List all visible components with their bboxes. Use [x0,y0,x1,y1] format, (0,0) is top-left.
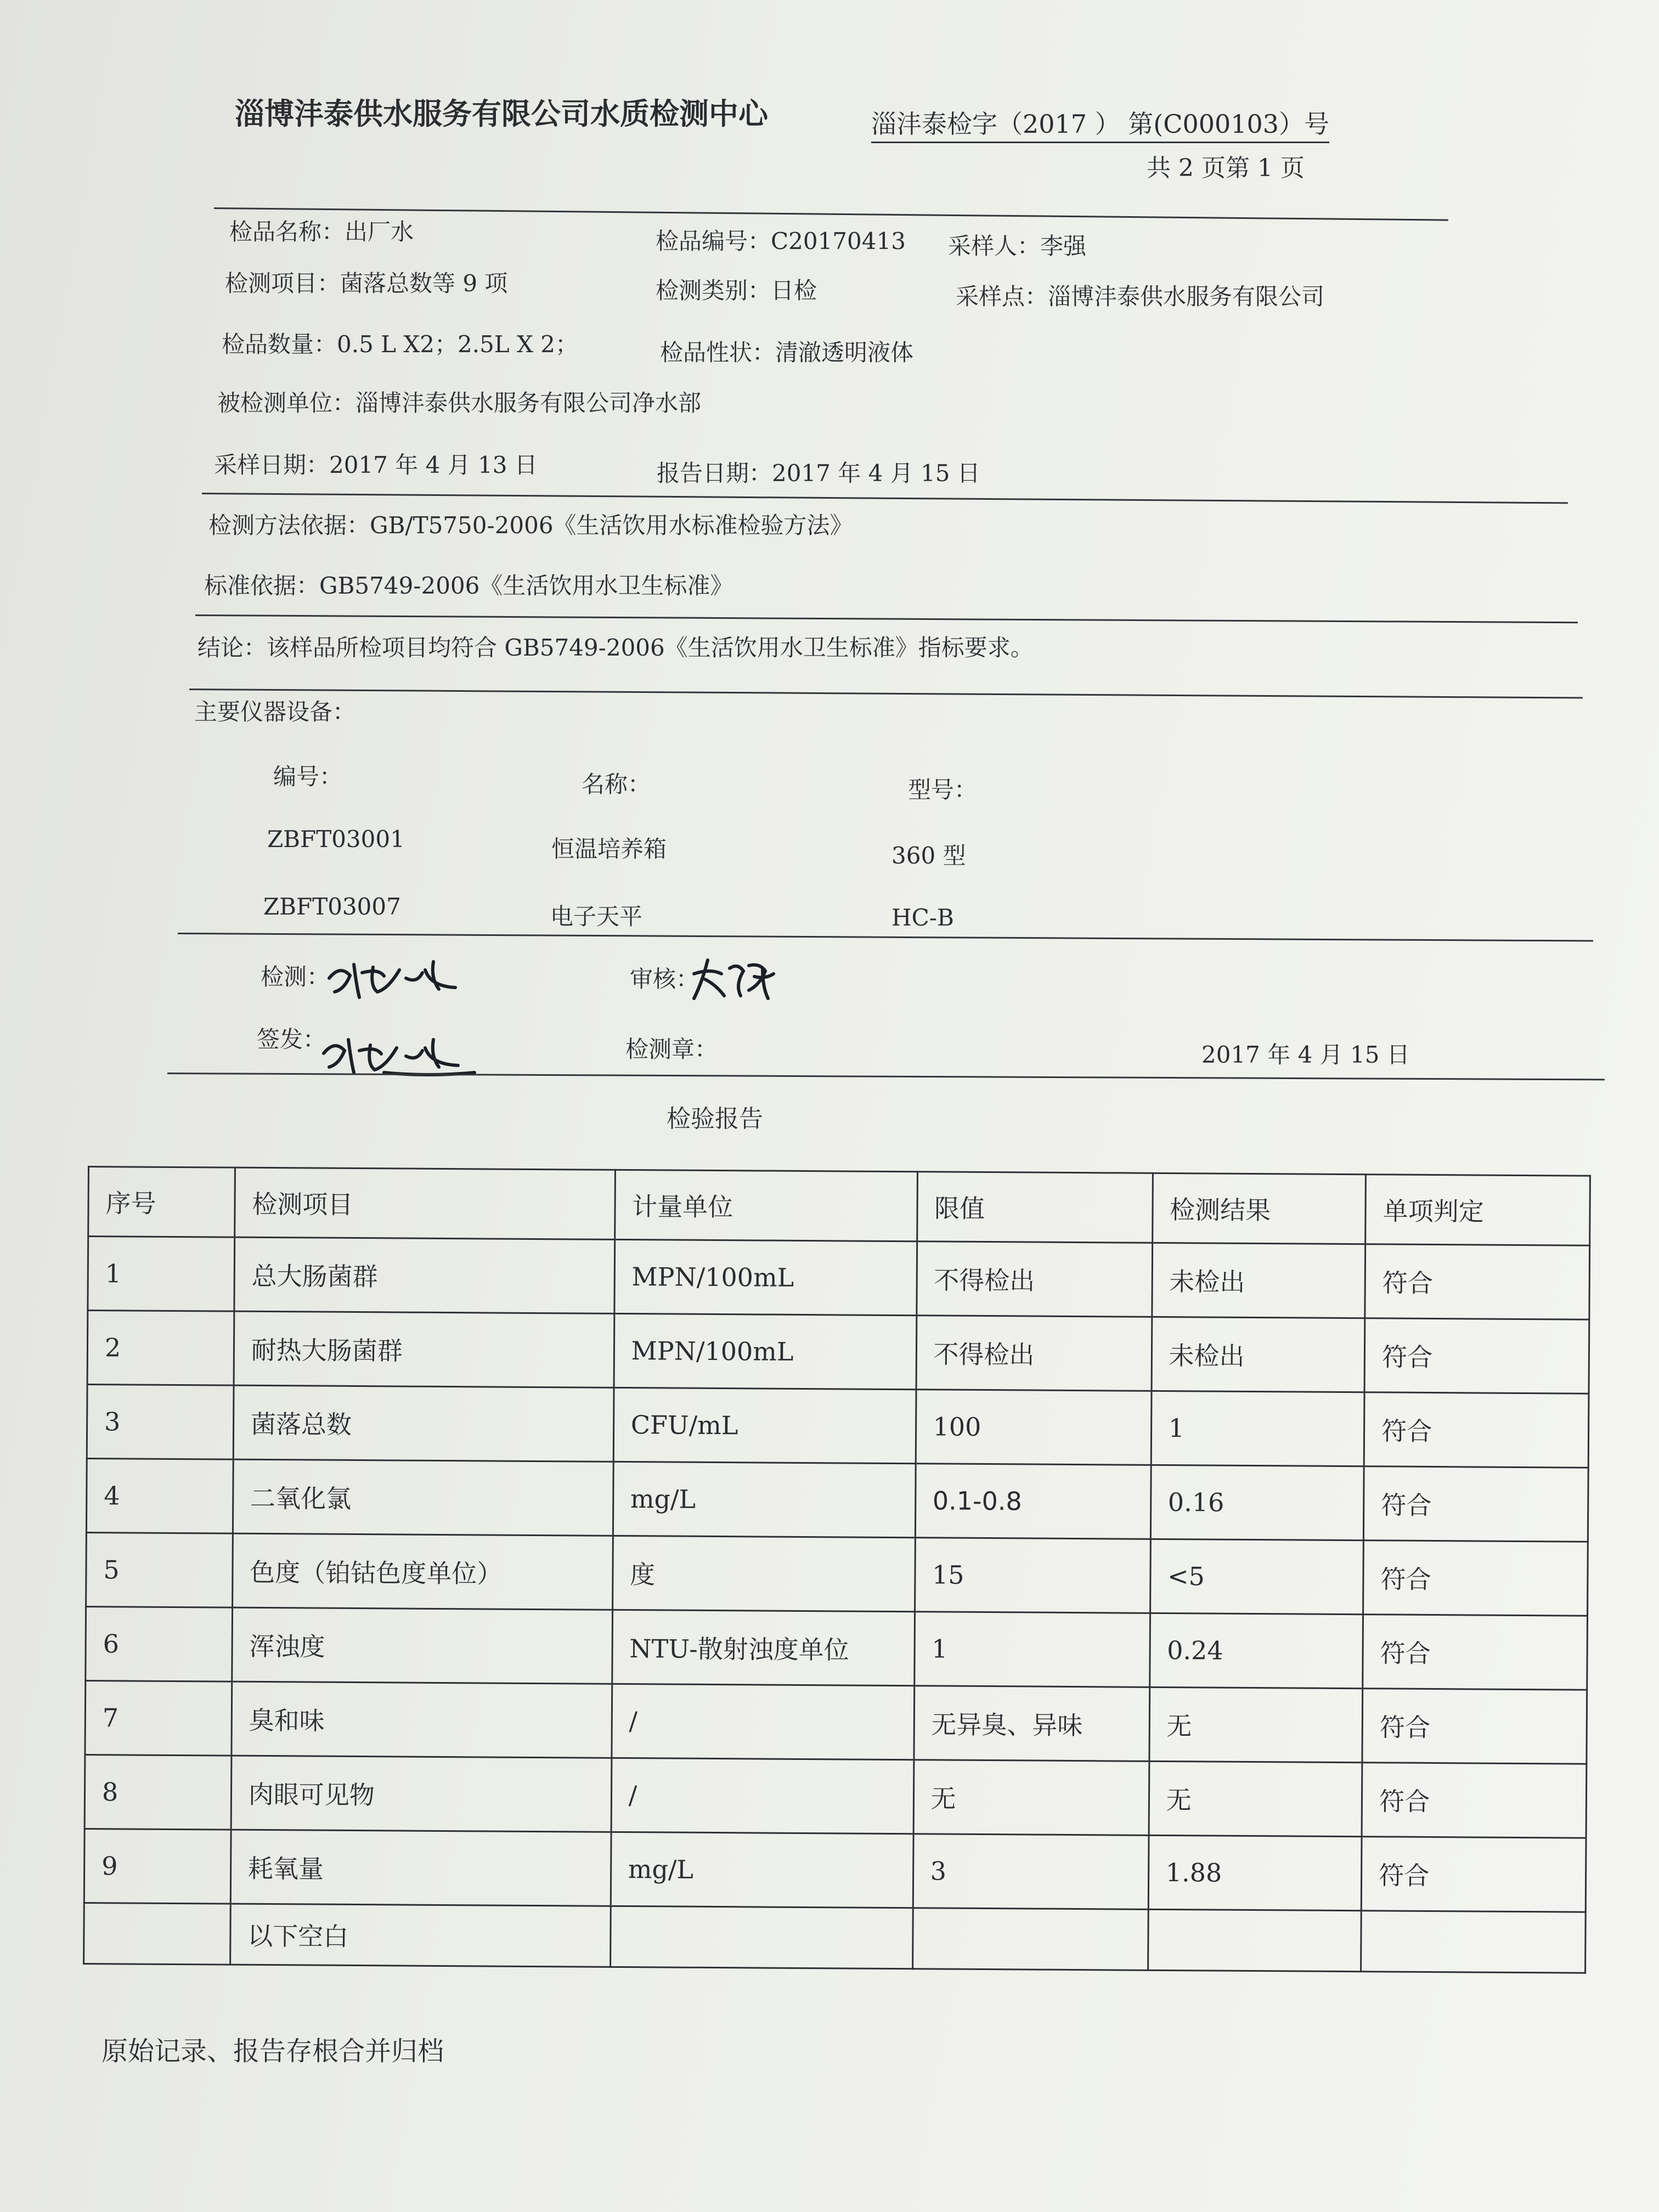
test-standard: 标准依据：GB5749-2006《生活饮用水卫生标准》 [204,572,733,599]
sample-location: 采样点：淄博沣泰供水服务有限公司 [956,283,1325,310]
table-row [84,1829,1586,1912]
cell-result: 0.16 [1150,1465,1364,1540]
cell-verdict: 符合 [1363,1541,1588,1616]
stamp-label: 检测章： [625,1036,718,1063]
cell-index: 2 [87,1311,234,1386]
cell-result: 无 [1149,1687,1363,1762]
tester-signature [324,948,466,1008]
table-row [86,1532,1588,1616]
header-cell: 检测项目 [235,1167,616,1239]
header-cell: 序号 [88,1167,235,1238]
cell-verdict: 符合 [1362,1763,1587,1838]
cell-empty [1148,1909,1361,1971]
cell-verdict: 符合 [1364,1392,1589,1468]
table-header-row [88,1167,1590,1246]
cell-result: 未检出 [1152,1317,1365,1392]
tested-unit: 被检测单位：淄博沣泰供水服务有限公司净水部 [217,390,702,416]
cell-item: 耐热大肠菌群 [234,1311,614,1387]
equipment-row-model: HC-B [891,904,954,931]
reviewer-signature [689,952,782,1007]
cell-limit: 0.1-0.8 [915,1464,1151,1539]
cell-result: 1 [1151,1391,1364,1466]
divider-2 [195,614,1578,623]
cell-index: 7 [85,1680,232,1756]
sample-date: 采样日期：2017 年 4 月 13 日 [214,452,538,478]
cell-index: 8 [84,1754,232,1830]
sample-code: 检品编号：C20170413 [656,228,906,255]
cell-index: 9 [84,1829,231,1904]
cell-item: 总大肠菌群 [234,1237,615,1313]
table-row [87,1385,1589,1468]
cell-unit: mg/L [611,1832,913,1908]
equipment-col-code: 编号： [273,763,343,790]
sample-quantity: 检品数量：0.5 L X2；2.5L X 2； [222,331,579,358]
cell-index: 5 [86,1532,233,1607]
cell-empty [84,1903,230,1965]
report-date: 报告日期：2017 年 4 月 15 日 [657,460,980,487]
cell-verdict: 符合 [1363,1615,1588,1690]
equipment-row-model: 360 型 [891,842,966,869]
cell-blank-note: 以下空白 [230,1904,611,1967]
cell-item: 肉眼可见物 [231,1756,612,1832]
cell-verdict: 符合 [1362,1689,1587,1764]
cell-unit: mg/L [613,1462,916,1537]
cell-index: 4 [86,1458,233,1533]
cell-verdict: 符合 [1361,1837,1586,1912]
cell-unit: / [612,1684,915,1759]
cell-empty [912,1908,1148,1971]
cell-empty [1361,1911,1586,1973]
cell-empty [610,1906,913,1968]
table-row [85,1680,1587,1764]
cell-result: 未检出 [1152,1243,1365,1318]
cell-limit: 不得检出 [916,1242,1152,1317]
cell-limit: 无 [913,1760,1149,1836]
issuer-signature [318,1026,483,1081]
cell-unit: / [611,1758,914,1833]
cell-limit: 无异臭、异味 [913,1686,1149,1762]
cell-index: 6 [86,1606,233,1681]
cell-limit: 1 [914,1612,1150,1688]
cell-limit: 不得检出 [916,1316,1152,1391]
equipment-row-name: 电子天平 [550,903,643,930]
header-cell: 检测结果 [1152,1173,1365,1244]
org-title: 淄博沣泰供水服务有限公司水质检测中心 [235,97,768,131]
page-count: 共 2 页第 1 页 [1147,154,1305,182]
report-table [83,1166,1591,1974]
cell-verdict: 符合 [1364,1466,1589,1542]
cell-unit: CFU/mL [613,1387,916,1463]
cell-limit: 15 [915,1538,1150,1613]
cell-item: 耗氧量 [230,1830,611,1906]
cell-result: <5 [1150,1539,1363,1614]
divider-3 [189,689,1583,699]
footer-note: 原始记录、报告存根合并归档 [101,2036,444,2067]
equipment-col-model: 型号： [908,776,978,803]
divider-1 [202,493,1568,504]
table-row [87,1311,1589,1394]
cell-item: 臭和味 [232,1681,612,1758]
cell-limit: 100 [916,1390,1152,1465]
tester-label: 检测： [261,963,330,990]
equipment-heading: 主要仪器设备： [194,698,356,725]
sample-name: 检品名称：出厂水 [229,218,414,245]
sampler: 采样人：李强 [948,233,1087,259]
table-row [84,1754,1587,1838]
cell-index: 1 [88,1237,235,1312]
issuer-label: 签发： [257,1026,326,1053]
test-category: 检测类别：日检 [656,277,817,304]
cell-result: 无 [1149,1761,1362,1836]
conclusion: 结论：该样品所检项目均符合 GB5749-2006《生活饮用水卫生标准》指标要求。 [198,634,1034,661]
report-number: 淄沣泰检字（2017 ） 第(C000103）号 [871,104,1329,143]
cell-verdict: 符合 [1364,1318,1589,1393]
test-method: 检测方法依据：GB/T5750-2006《生活饮用水标准检验方法》 [208,512,853,539]
reviewer-label: 审核： [630,966,699,992]
divider-4 [178,933,1593,942]
header-cell: 计量单位 [614,1170,917,1241]
cell-unit: 度 [612,1536,915,1611]
equipment-row-name: 恒温培养箱 [551,836,667,862]
table-blank-row [84,1903,1586,1973]
cell-item: 浑浊度 [232,1607,613,1684]
signoff-date: 2017 年 4 月 15 日 [1201,1041,1410,1068]
equipment-row-code: ZBFT03001 [267,826,405,853]
cell-result: 1.88 [1148,1835,1362,1910]
cell-unit: MPN/100mL [614,1313,917,1389]
table-row [86,1458,1588,1542]
cell-item: 色度（铂钴色度单位） [232,1533,613,1610]
equipment-row-code: ZBFT03007 [263,893,401,920]
sample-property: 检品性状：清澈透明液体 [660,339,914,366]
cell-verdict: 符合 [1365,1244,1590,1319]
cell-unit: MPN/100mL [614,1239,917,1315]
cell-index: 3 [87,1385,234,1460]
report-title: 检验报告 [667,1105,763,1133]
test-items: 检测项目：菌落总数等 9 项 [225,270,508,297]
equipment-col-name: 名称： [582,771,651,798]
cell-item: 菌落总数 [233,1385,614,1462]
header-cell: 限值 [917,1172,1153,1243]
cell-result: 0.24 [1149,1613,1363,1688]
cell-item: 二氧化氯 [233,1459,613,1536]
table-row [86,1606,1588,1690]
table-row [88,1237,1590,1320]
cell-unit: NTU-散射浊度单位 [612,1610,915,1685]
cell-limit: 3 [913,1834,1149,1910]
header-cell: 单项判定 [1365,1175,1590,1245]
